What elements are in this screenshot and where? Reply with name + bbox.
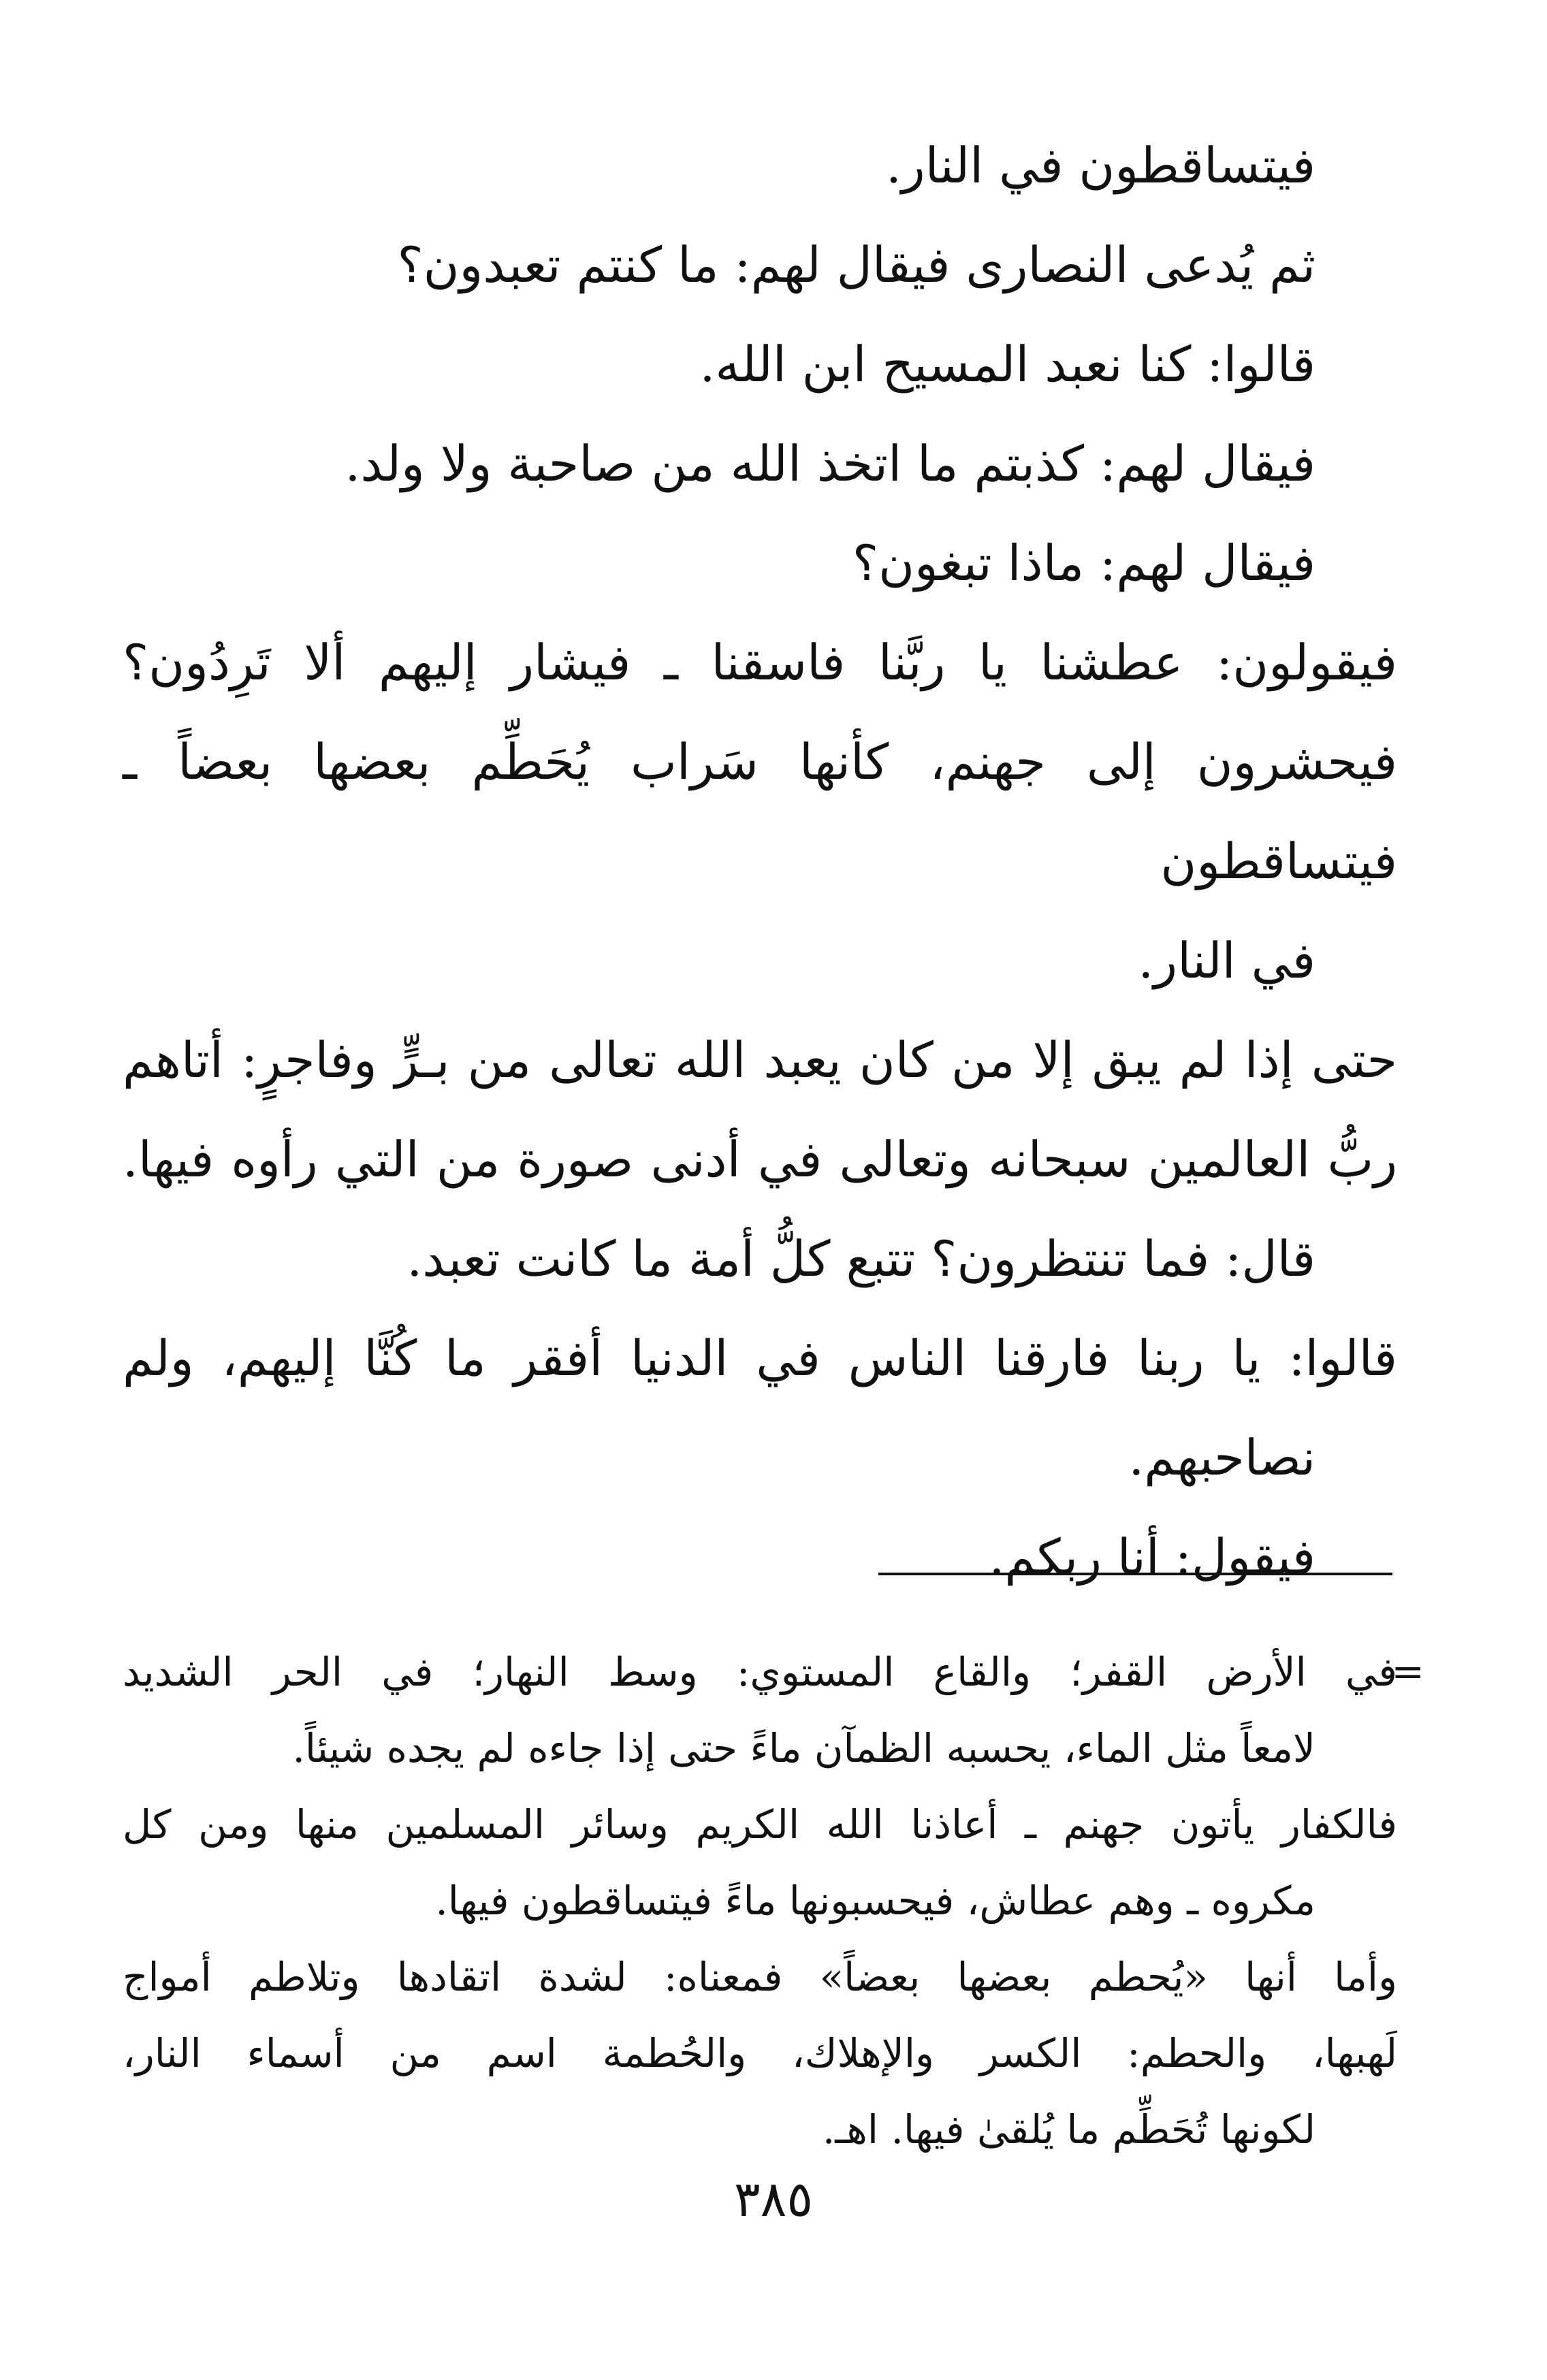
footnote-line: لَهبها، والحطم: الكسر والإهلاك، والحُطمة اسم من أسماء النار، [123, 2030, 1397, 2076]
footnote-line: وأما أنها «يُحطم بعضها بعضاً» فمعناه: لشدة اتقادها وتلاطم أمواج [123, 1954, 1397, 2000]
text-line: فيقال لهم: كذبتم ما اتخذ الله من صاحبة ولا ولد. [345, 435, 1315, 492]
text-line: قالوا: كنا نعبد المسيح ابن الله. [699, 336, 1315, 393]
footnote-line: مكروه ـ وهم عطاش، فيحسبونها ماءً فيتساقطون فيها. [435, 1878, 1315, 1924]
page-number: ٣٨٥ [733, 2170, 813, 2228]
main-text [123, 116, 1397, 1607]
text-line: ربُّ العالمين سبحانه وتعالى في أدنى صورة من التي رأوه فيها. [123, 1131, 1397, 1188]
text-line: في النار. [1138, 932, 1315, 989]
footnote-separator [878, 1573, 1392, 1575]
text-line: فيقول: أنا ربكم. [989, 1528, 1315, 1586]
text-line: نصاحبهم. [1128, 1429, 1315, 1486]
text-line: قال: فما تنتظرون؟ تتبع كلُّ أمة ما كانت تعبد. [406, 1230, 1315, 1287]
footnote-continuation-mark: = [1391, 1648, 1424, 1694]
footnote-line: لكونها تُحَطِّم ما يُلقىٰ فيها. اهـ. [822, 2106, 1315, 2153]
footnote-line: في الأرض القفر؛ والقاع المستوي: وسط النهار؛ في الحر الشديد [123, 1649, 1397, 1695]
footnotes [123, 1634, 1397, 2168]
text-line: قالوا: يا ربنا فارقنا الناس في الدنيا أفقر ما كُنَّا إليهم، ولم [123, 1330, 1397, 1387]
footnote-line: فالكفار يأتون جهنم ـ أعاذنا الله الكريم وسائر المسلمين منها ومن كل [123, 1801, 1397, 1848]
text-line: حتى إذا لم يبق إلا من كان يعبد الله تعالى من بـرٍّ وفاجرٍ: أتاهم [123, 1031, 1397, 1089]
text-line: فيقال لهم: ماذا تبغون؟ [852, 534, 1315, 592]
text-line: فيحشرون إلى جهنم، كأنها سَراب يُحَطِّم بعضها بعضاً ـ فيتساقطون [123, 733, 1397, 890]
text-line: ثم يُدعى النصارى فيقال لهم: ما كنتم تعبدون؟ [397, 236, 1315, 293]
text-line: فيتساقطون في النار. [885, 137, 1315, 194]
text-line: فيقولون: عطشنا يا ربَّنا فاسقنا ـ فيشار إليهم ألا تَرِدُون؟ [123, 634, 1397, 691]
footnote-line: لامعاً مثل الماء، يحسبه الظمآن ماءً حتى إذا جاءه لم يجده شيئاً. [292, 1725, 1315, 1771]
